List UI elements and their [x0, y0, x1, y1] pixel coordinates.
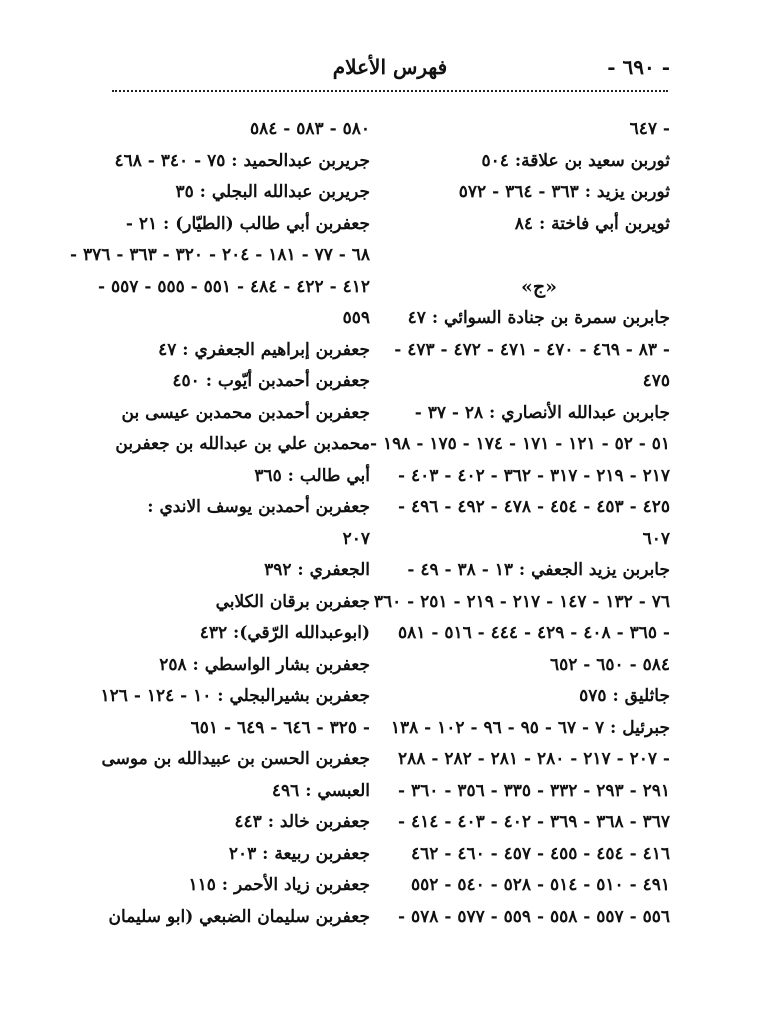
section-heading: «ج»	[520, 275, 557, 298]
index-entry-line: ٤٢٥ - ٤٥٣ - ٤٥٤ - ٤٧٨ - ٤٩٢ - ٤٩٦ -	[398, 497, 670, 517]
index-entry-line: جريربن عبدالله البجلي : ٣٥	[175, 182, 370, 202]
index-entry-line: جعفربن الحسن بن عبيدالله بن موسى	[101, 749, 370, 769]
page-title: فهرس الأعلام	[332, 55, 448, 79]
index-entry-line: ٧٦ - ١٣٢ - ١٤٧ - ٢١٧ - ٢١٩ - ٢٥١ - ٣٦٠	[373, 591, 670, 612]
index-entry-line: جعفربن سليمان الضبعي (ابو سليمان	[108, 906, 370, 927]
index-entry-line: ٥١ - ٥٢ - ١٢١ - ١٧١ - ١٧٤ - ١٧٥ - ١٩٨ -	[370, 434, 670, 454]
index-entry-line: جريربن عبدالحميد : ٧٥ - ٣٤٠ - ٤٦٨	[114, 150, 370, 171]
header-divider	[112, 90, 668, 92]
index-entry-line: أبي طالب : ٣٦٥	[254, 465, 370, 486]
index-entry-line: جعفربن خالد : ٤٤٣	[234, 812, 370, 832]
index-entry-line: جعفربن بشار الواسطي : ٢٥٨	[159, 654, 370, 675]
index-entry-line: جابربن يزيد الجعفي : ١٣ - ٣٨ - ٤٩ -	[407, 560, 670, 580]
index-entry-line: - ٦٤٧	[629, 119, 670, 139]
index-columns	[70, 114, 670, 974]
index-entry-line: جبرئيل : ٧ - ٦٧ - ٩٥ - ٩٦ - ١٠٢ - ١٣٨	[390, 717, 670, 738]
index-entry-line: جعفربن أحمدبن أيّوب : ٤٥٠	[172, 371, 370, 391]
index-entry-line: - ٣٦٥ - ٤٠٨ - ٤٢٩ - ٤٤٤ - ٥١٦ - ٥٨١	[398, 623, 670, 643]
index-entry-line: ٤٧٥	[642, 371, 670, 391]
index-entry-line: جاثليق : ٥٧٥	[579, 686, 670, 706]
index-entry-line: - ٨٣ - ٤٦٩ - ٤٧٠ - ٤٧١ - ٤٧٢ - ٤٧٣ -	[394, 339, 670, 360]
index-entry-line: جعفربن أحمدبن يوسف الاندي :	[147, 497, 370, 517]
index-entry-line: جعفربن ربيعة : ٢٠٣	[228, 843, 370, 864]
index-entry-line: جعفربن برقان الكلابي	[215, 591, 370, 612]
index-entry-line: محمدبن علي بن عبدالله بن جعفربن	[115, 434, 370, 454]
index-entry-line: - ٢٠٧ - ٢١٧ - ٢٨٠ - ٢٨١ - ٢٨٢ - ٢٨٨	[398, 749, 670, 769]
index-entry-line: ثويربن أبي فاختة : ٨٤	[514, 213, 670, 234]
index-entry-line: ٢٠٧	[342, 528, 370, 549]
index-entry-line: جابربن سمرة بن جنادة السوائي : ٤٧	[407, 308, 670, 328]
index-entry-line: جابربن عبدالله الأنصاري : ٢٨ - ٣٧ -	[414, 402, 670, 423]
index-entry-line: جعفربن إبراهيم الجعفري : ٤٧	[158, 339, 370, 360]
index-entry-line: ٣٦٧ - ٣٦٨ - ٣٦٩ - ٤٠٢ - ٤٠٣ - ٤١٤ -	[398, 812, 670, 832]
index-entry-line: جعفربن أحمدبن محمدبن عيسى بن	[121, 402, 370, 423]
index-entry-line: جعفربن بشيرالبجلي : ١٠ - ١٢٤ - ١٢٦	[100, 686, 370, 706]
index-entry-line: ٥٥٩	[342, 308, 370, 328]
index-entry-line: ٥٥٦ - ٥٥٧ - ٥٥٨ - ٥٥٩ - ٥٧٧ - ٥٧٨ -	[398, 906, 670, 927]
page-number: - ٦٩٠ -	[607, 55, 670, 79]
index-entry-line: جعفربن أبي طالب (الطيّار) : ٢١ -	[125, 213, 370, 234]
index-entry-line: جعفربن زياد الأحمر : ١١٥	[188, 875, 370, 895]
index-entry-line: ٤١٦ - ٤٥٤ - ٤٥٥ - ٤٥٧ - ٤٦٠ - ٤٦٢	[411, 843, 670, 864]
index-entry-line: ٤٩١ - ٥١٠ - ٥١٤ - ٥٢٨ - ٥٤٠ - ٥٥٢	[411, 875, 670, 895]
index-entry-line: العبسي : ٤٩٦	[271, 780, 370, 801]
index-entry-line: ٢٩١ - ٢٩٣ - ٣٣٢ - ٣٣٥ - ٣٥٦ - ٣٦٠ -	[398, 780, 670, 801]
index-entry-line: ثوربن يزيد : ٣٦٣ - ٣٦٤ - ٥٧٢	[458, 182, 670, 202]
index-entry-line: ٦٨ - ٧٧ - ١٨١ - ٢٠٤ - ٣٢٠ - ٣٦٣ - ٣٧٦ -	[70, 245, 370, 265]
index-entry-line: ٢١٧ - ٢١٩ - ٣١٧ - ٣٦٢ - ٤٠٢ - ٤٠٣ -	[398, 465, 670, 486]
index-entry-line: (ابوعبدالله الرّقي): ٤٣٢	[199, 623, 370, 643]
index-entry-line: ٤١٢ - ٤٢٢ - ٤٨٤ - ٥٥١ - ٥٥٥ - ٥٥٧ -	[98, 276, 370, 297]
page-header	[110, 55, 670, 85]
index-entry-line: - ٣٢٥ - ٦٤٦ - ٦٤٩ - ٦٥١	[190, 717, 370, 738]
index-entry-line: ثوربن سعيد بن علاقة: ٥٠٤	[481, 150, 670, 171]
index-entry-line: ٥٨٤ - ٦٥٠ - ٦٥٢	[549, 654, 670, 675]
left-column	[70, 114, 370, 933]
index-entry-line: ٥٨٠ - ٥٨٣ - ٥٨٤	[249, 119, 370, 139]
index-entry-line	[408, 240, 670, 272]
index-entry-line: ٦٠٧	[642, 528, 670, 549]
right-column	[370, 114, 670, 933]
index-entry-line: الجعفري : ٣٩٢	[264, 560, 370, 580]
